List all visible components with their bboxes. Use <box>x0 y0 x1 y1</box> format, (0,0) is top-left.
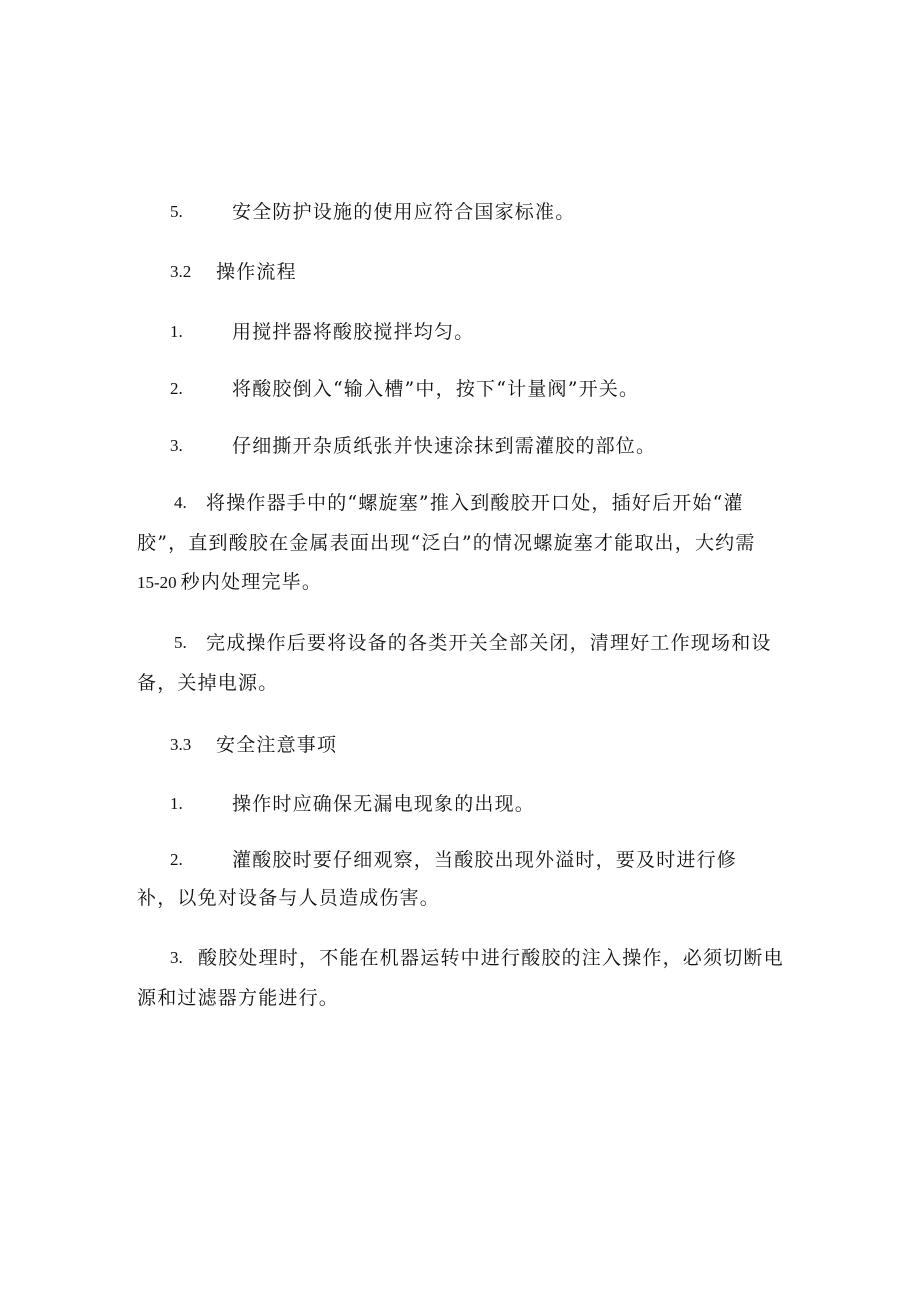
item-text-line-2: 胶”，直到酸胶在金属表面出现“泛白”的情况螺旋塞才能取出，大约需 <box>137 532 756 554</box>
item-number: 1. <box>170 794 183 813</box>
item-number: 5. <box>170 202 183 221</box>
item-text-line-1: 酸胶处理时，不能在机器运转中进行酸胶的注入操作，必须切断电 <box>198 947 784 969</box>
item-number: 5. <box>174 633 187 652</box>
item-text-line-1: 完成操作后要将设备的各类开关全部关闭，清理好工作现场和设 <box>206 632 772 654</box>
item-text-line-1: 灌酸胶时要仔细观察，当酸胶出现外溢时，要及时进行修 <box>232 849 738 871</box>
item-text: 将酸胶倒入“输入槽”中，按下“计量阀”开关。 <box>232 378 640 400</box>
heading-number: 3.2 <box>170 262 192 281</box>
item-text: 操作时应确保无漏电现象的出现。 <box>232 793 536 815</box>
item-text-line-2: 备，关掉电源。 <box>137 672 279 694</box>
heading-text: 操作流程 <box>216 261 297 283</box>
heading-text: 安全注意事项 <box>216 734 338 756</box>
item-number: 4. <box>174 493 187 512</box>
item-text-line-3 <box>137 570 322 595</box>
item-number: 2. <box>170 850 183 869</box>
duration-range: 15-20 <box>137 573 177 592</box>
item-text-line-2: 源和过滤器方能进行。 <box>137 987 340 1009</box>
item-number: 1. <box>170 322 183 341</box>
item-text-line-1: 将操作器手中的“螺旋塞”推入到酸胶开口处，插好后开始“灌 <box>206 492 744 514</box>
item-text-line-2: 补，以免对设备与人员造成伤害。 <box>137 887 441 909</box>
item-text: 用搅拌器将酸胶搅拌均匀。 <box>232 321 475 343</box>
item-number: 3. <box>170 436 183 455</box>
item-text-line-3-rest: 秒内处理完毕。 <box>180 571 323 593</box>
item-number: 2. <box>170 379 183 398</box>
item-text: 安全防护设施的使用应符合国家标准。 <box>232 201 576 223</box>
heading-number: 3.3 <box>170 735 192 754</box>
item-number: 3. <box>170 948 183 967</box>
item-text: 仔细撕开杂质纸张并快速涂抹到需灌胶的部位。 <box>232 435 657 457</box>
